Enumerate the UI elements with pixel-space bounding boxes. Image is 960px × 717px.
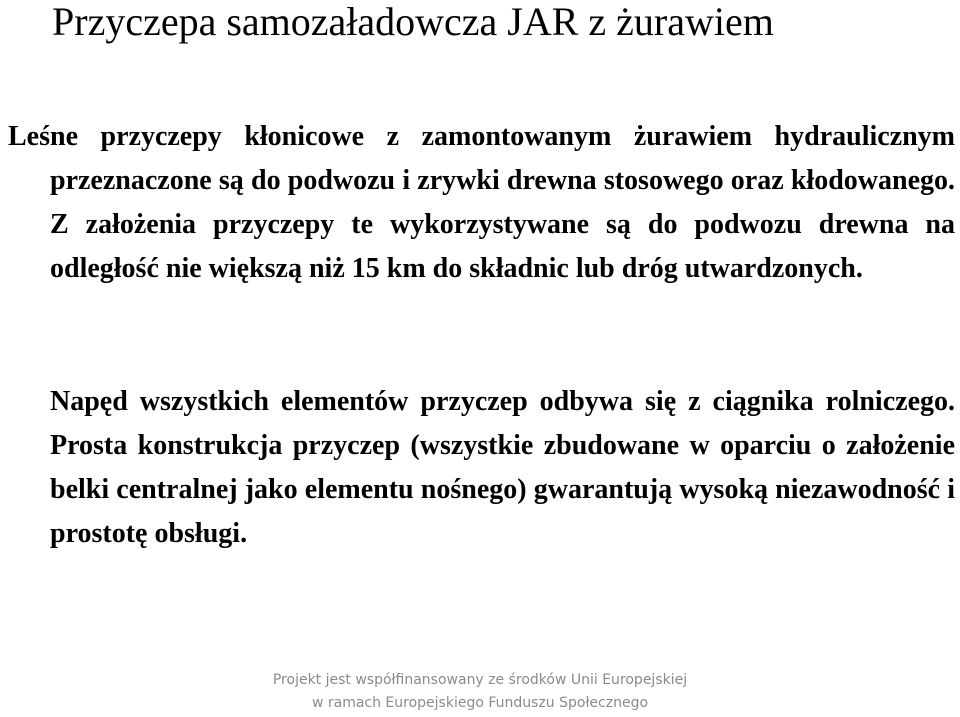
paragraph-first-word: Leśne	[8, 121, 78, 152]
page-title: Przyczepa samozaładowcza JAR z żurawiem	[52, 0, 774, 44]
paragraph-drive: Napęd wszystkich elementów przyczep odbywa się z ciągnika rolniczego. Prosta konstrukcja przyczep (wszystkie zbudowane w oparciu o założenie belki centralnej jako elementu nośnego) gwarantują wysoką niezawodność i prostotę obsługi.	[50, 386, 955, 549]
footer-funding-line-2: w ramach Europejskiego Funduszu Społecznego	[311, 695, 649, 711]
footer-funding-line-1: Projekt jest współfinansowany ze środków Unii Europejskiej	[272, 672, 688, 688]
paragraph-description	[8, 115, 955, 291]
paragraph-description-text: przyczepy kłonicowe z zamontowanym żurawiem hydraulicznym przeznaczone są do podwozu i zrywki drewna stosowego oraz kłodowanego. Z założenia przyczepy te wykorzystywane są do podwozu drewna na odległość nie większą niż 15 km do składnic lub dróg utwardzonych.	[50, 121, 955, 284]
